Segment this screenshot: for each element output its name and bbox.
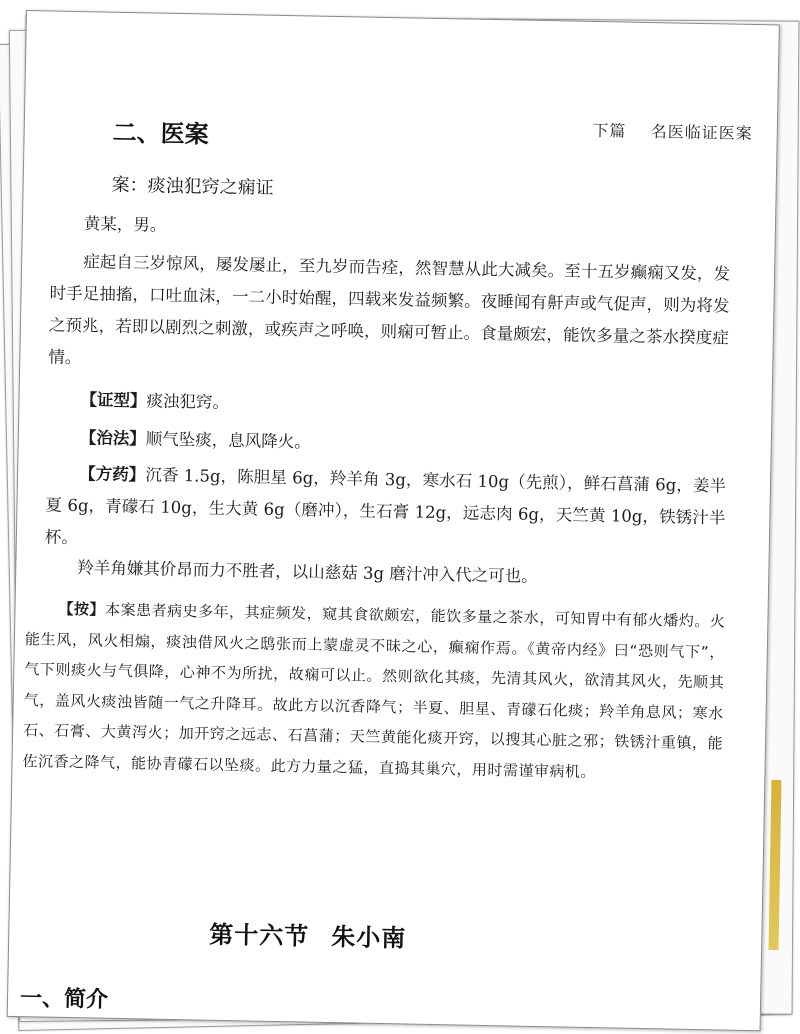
commentary-text: 本案患者病史多年，其症频发，窥其食欲颇宏，能饮多量之茶水，可知胃中有郁火燔灼。火能生风，风火相煽，痰浊借风火之鸱张而上蒙虚灵不昧之心，癫痫作焉。《黄帝内经》曰“恐则气下”，气下则痰火与气俱降，心神不为所扰，故痫可以止。然则欲化其痰，先清其风火，欲清其风火，先顺其气，盖风火痰浊皆随一气之升降耳。故此方以沉香降气；半夏、胆星、青礞石化痰；羚羊角息风；寒水石、石膏、大黄泻火；加开窍之远志、石菖蒲；天竺黄能化痰开窍，以搜其心脏之邪；铁锈汁重镇，能佐沉香之降气，能协青礞石以坠痰。此方力量之猛，直捣其巢穴，用时需谨审病机。 (22, 600, 726, 781)
formula-text: 沉香 1.5g，陈胆星 6g，羚羊角 3g，寒水石 10g（先煎），鲜石菖蒲 6g，姜半夏 6g，青礞石 10g，生大黄 6g（磨冲），生石膏 12g，远志肉 6g，天竺黄 10g，铁锈汁半杯。 (44, 465, 727, 548)
substitute-paragraph: 羚羊角嫌其价昂而力不胜者，以山慈菇 3g 磨汁冲入代之可也。 (77, 558, 538, 586)
running-header (592, 118, 753, 144)
chapter-name: 朱小南 (330, 922, 407, 953)
case-history-paragraph: 症起自三岁惊风，屡发屡止，至九岁而告痊，然智慧从此大减矣。至十五岁癫痫又发，发时手足抽搐，口吐血沫，一二小时始醒，四载来发益频繁。夜睡闻有鼾声或气促声，则为将发之预兆，若即以剧烈之刺激，或疾声之呼唤，则痫可暂止。食量颇宏，能饮多量之茶水揆度症情。 (48, 252, 731, 368)
syndrome-paragraph (47, 383, 727, 428)
section-title: 二、医案 (112, 118, 209, 149)
commentary-paragraph (22, 593, 725, 789)
chapter-title (209, 915, 407, 954)
treatment-label: 【治法】 (79, 428, 146, 449)
running-header-title: 名医临证医案 (650, 122, 753, 143)
treatment-text: 顺气坠痰，息风降火。 (145, 429, 311, 452)
syndrome-label: 【证型】 (80, 390, 147, 411)
case-title: 案：痰浊犯窍之痫证 (111, 174, 274, 199)
next-section-heading: 一、简介 (19, 986, 109, 1013)
formula-paragraph (45, 457, 727, 566)
chapter-number: 第十六节 (209, 919, 310, 951)
book-page (7, 10, 780, 1031)
syndrome-text: 痰浊犯窍。 (146, 391, 230, 412)
patient-line: 黄某，男。 (83, 214, 167, 235)
commentary-label: 【按】 (58, 599, 106, 619)
running-header-part: 下篇 (592, 120, 627, 141)
formula-label: 【方药】 (78, 464, 146, 485)
